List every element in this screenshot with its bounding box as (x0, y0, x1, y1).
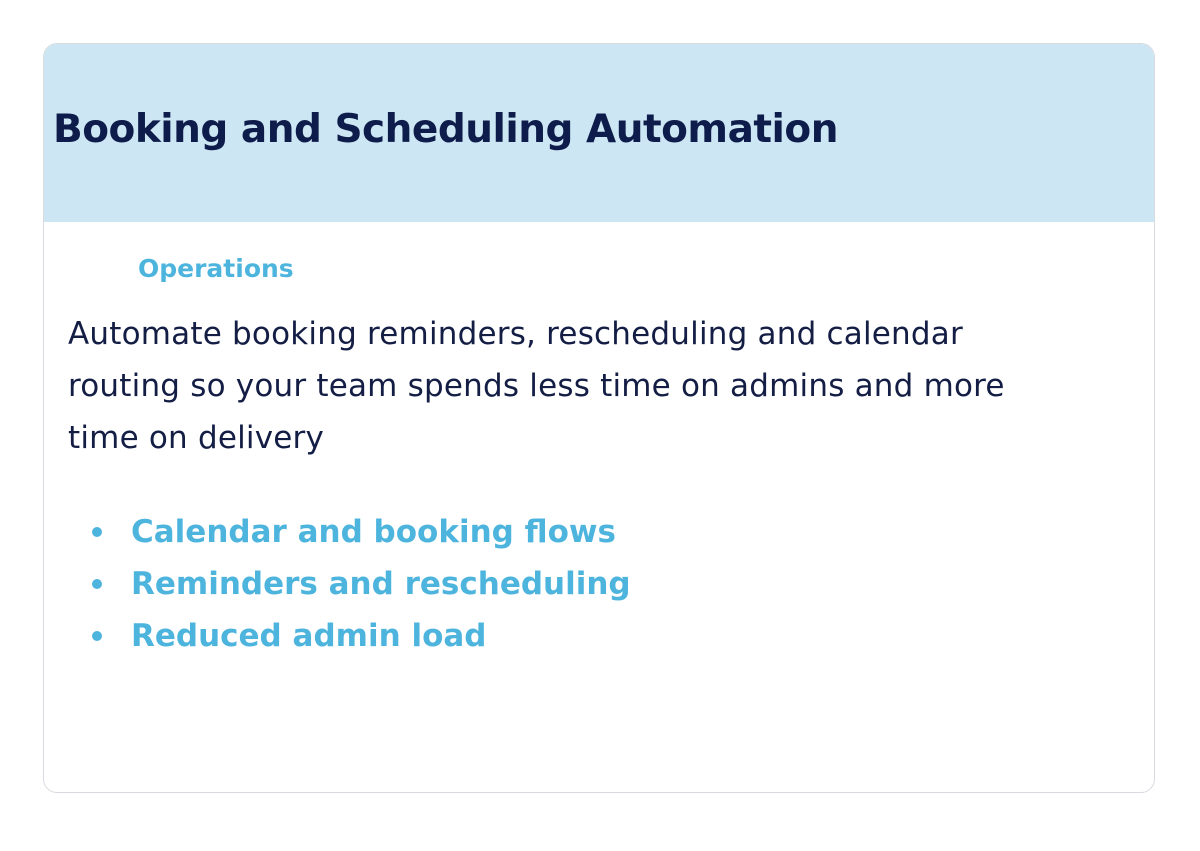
feature-item (92, 558, 631, 610)
feature-item (92, 506, 631, 558)
feature-item (92, 610, 631, 662)
bullet-icon (92, 631, 102, 641)
bullet-icon (92, 527, 102, 537)
service-card (43, 43, 1155, 793)
feature-label: Reduced admin load (131, 618, 487, 654)
card-header (44, 44, 1154, 222)
feature-list (92, 506, 631, 662)
category-label: Operations (138, 254, 294, 283)
card-title: Booking and Scheduling Automation (53, 107, 838, 152)
card-description: Automate booking reminders, rescheduling and calendar routing so your team spends less time on admins and more time on delivery (68, 316, 1005, 456)
feature-label: Calendar and booking flows (131, 514, 616, 550)
feature-label: Reminders and rescheduling (131, 566, 631, 602)
bullet-icon (92, 579, 102, 589)
